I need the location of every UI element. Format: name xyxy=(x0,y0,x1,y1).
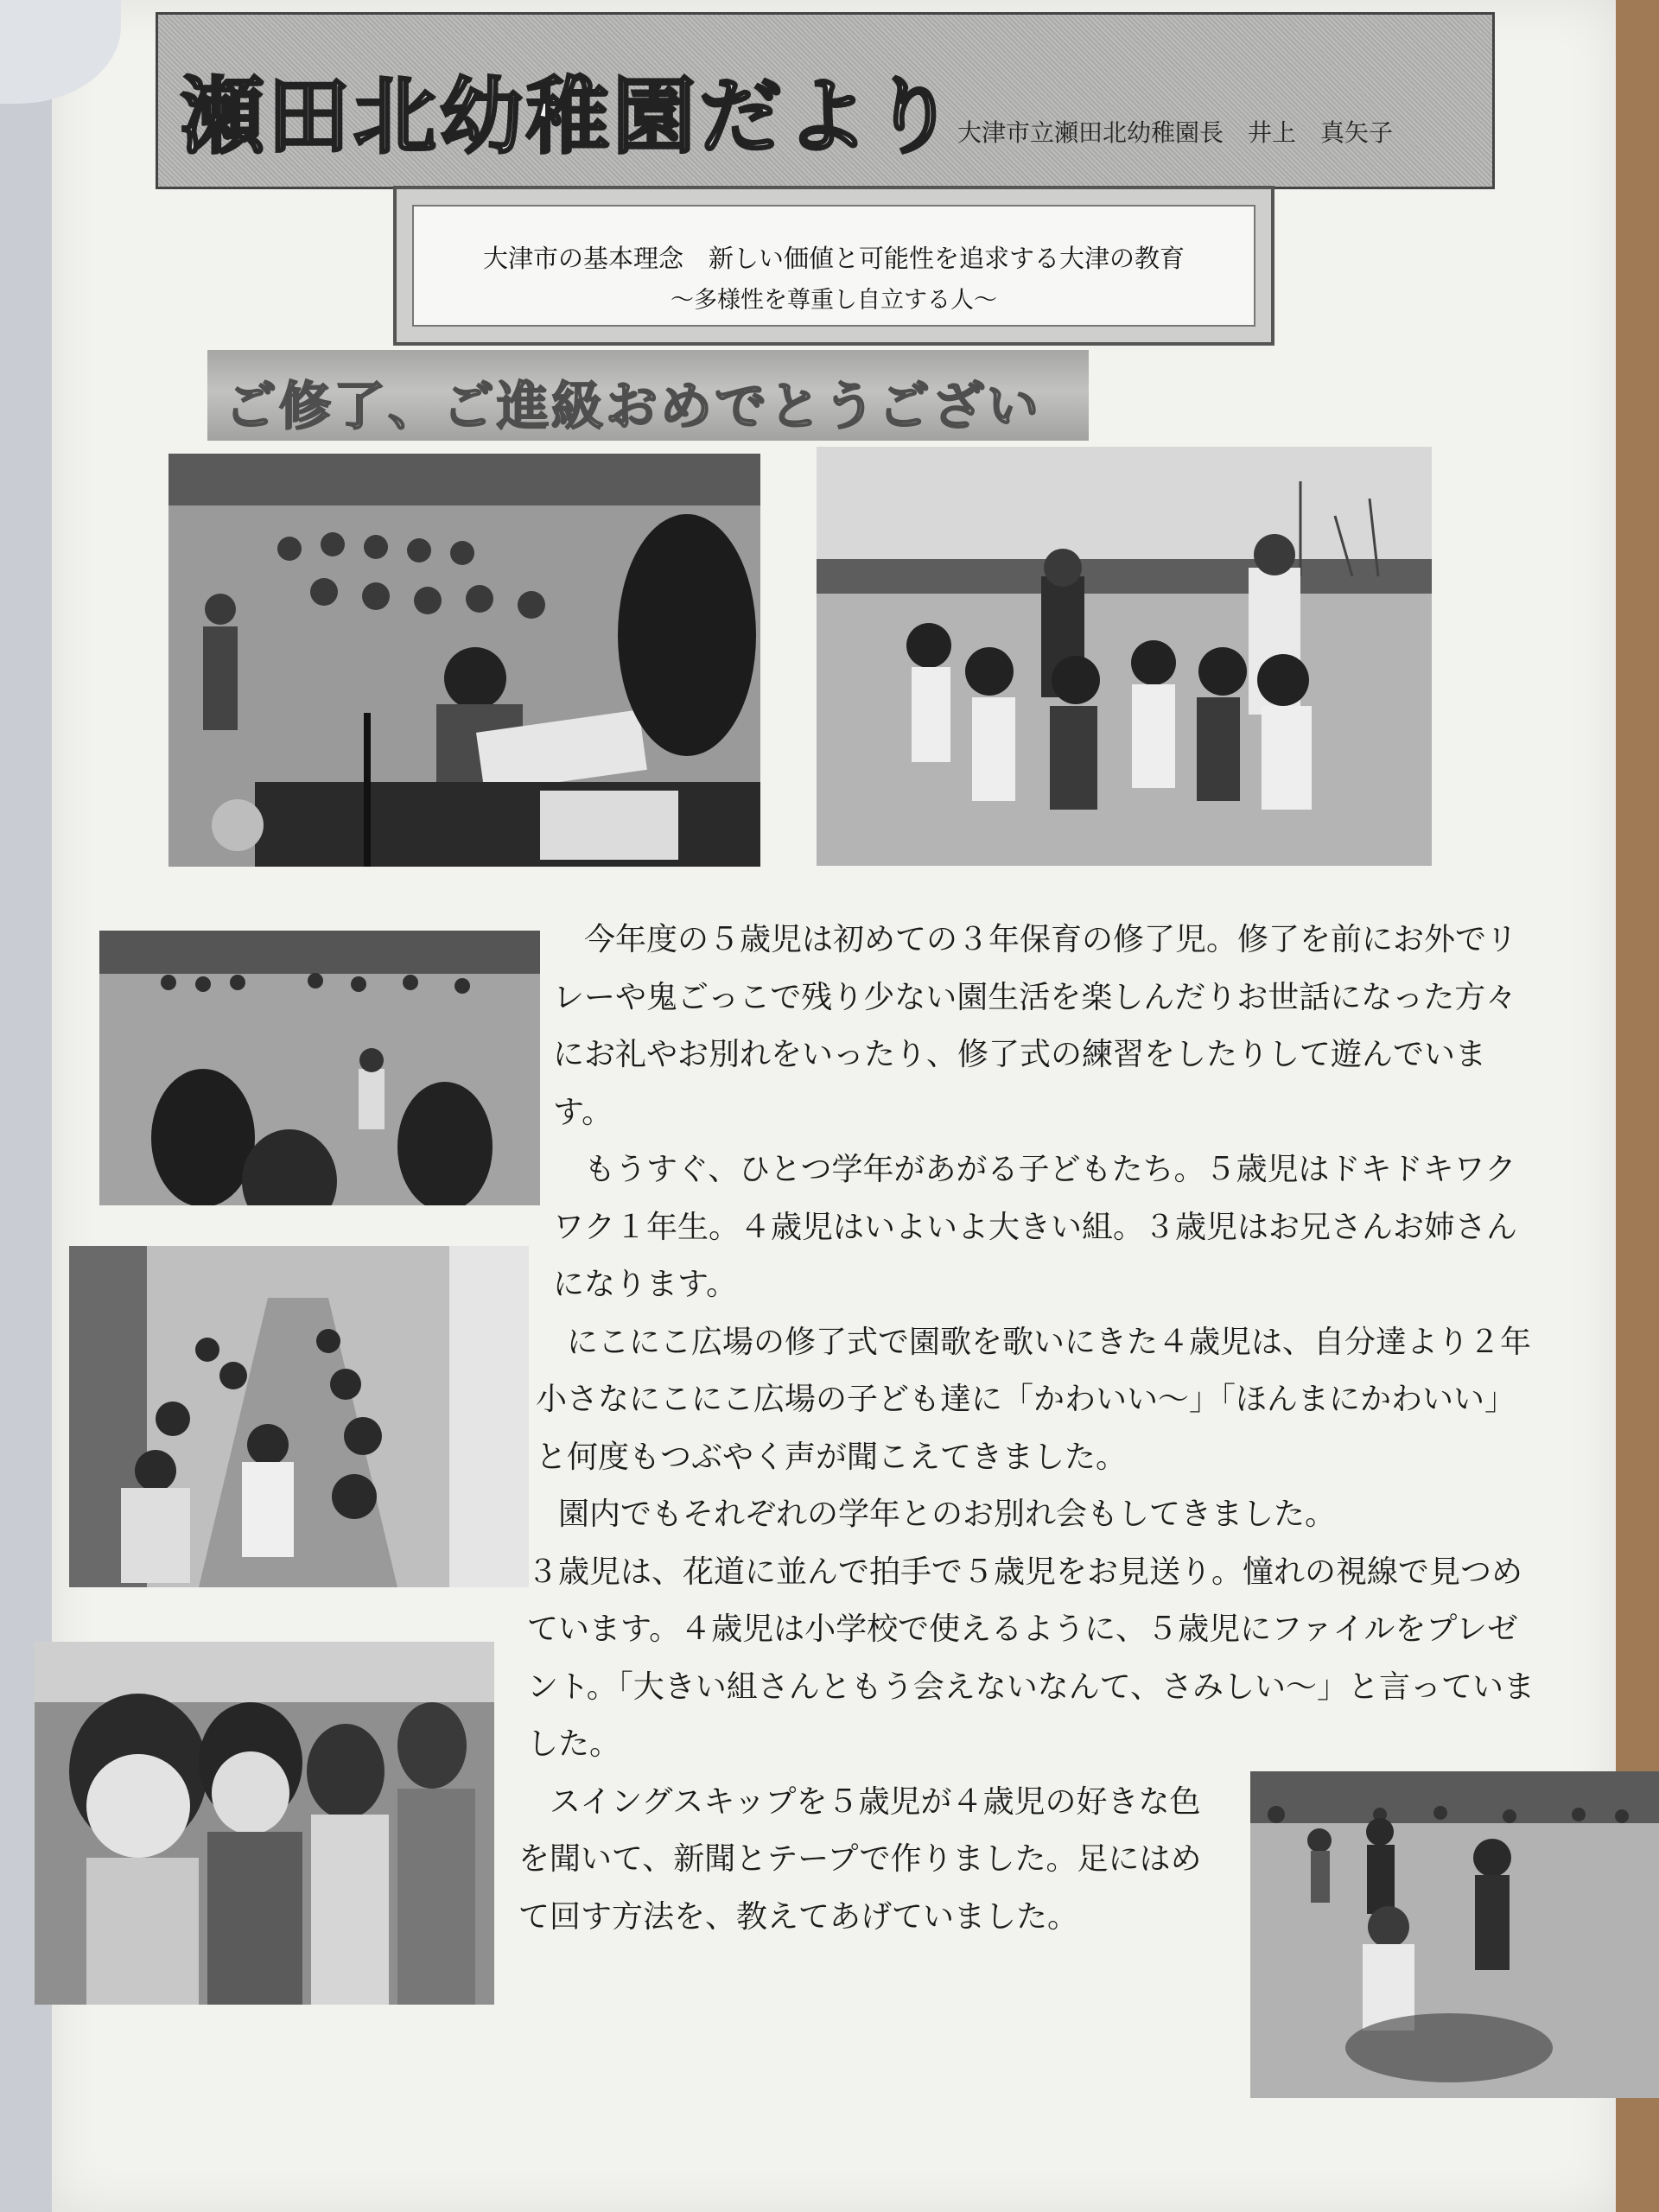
photo-playground-teachers xyxy=(817,447,1432,866)
photo-hall-seated-children xyxy=(99,931,540,1205)
article-paragraph-5: ３歳児は、花道に並んで拍手で５歳児をお見送り。憧れの視線で見つめています。４歳児は小学校で使えるように、５歳児にファイルをプレゼント。「大きい組さんともう会えないなんて、さみしい～」と言っていました。 xyxy=(527,1554,1535,1762)
article-paragraph-4: 園内でもそれぞれの学年とのお別れ会もしてきました。 xyxy=(558,1497,1337,1532)
article-paragraph-2: もうすぐ、ひとつ学年があがる子どもたち。５歳児はドキドキワクワク１年生。４歳児はいよいよ大きい組。３歳児はお兄さんお姉さんになります。 xyxy=(553,1152,1518,1302)
banner-heading: ご修了、ご進級おめでとうござい xyxy=(225,377,1041,437)
article-paragraph-3: にこにこ広場の修了式で園歌を歌いにきた４歳児は、自分達より２年小さなにこにこ広場の子ども達に「かわいい～」「ほんまにかわいい」と何度もつぶやく声が聞こえてきました。 xyxy=(536,1324,1532,1475)
masthead xyxy=(156,12,1495,189)
photo-children-gift-file xyxy=(35,1642,494,2005)
motto-line-1: 大津市の基本理念 新しい価値と可能性を追求する大津の教育 xyxy=(482,244,1185,273)
photo-ceremony-hall xyxy=(168,454,760,867)
motto-box xyxy=(393,186,1274,346)
motto-inner-panel xyxy=(412,205,1255,327)
article-body xyxy=(518,912,1538,1946)
newsletter-title: 瀬田北幼稚園だより xyxy=(181,68,958,165)
photo-hallway-send-off xyxy=(69,1246,529,1587)
principal-credit: 大津市立瀬田北幼稚園長 井上 真矢子 xyxy=(957,118,1394,147)
article-paragraph-1: 今年度の５歳児は初めての３年保育の修了児。修了を前にお外でリレーや鬼ごっこで残り少ない園生活を楽しんだりお世話になった方々にお礼やお別れをいったり、修了式の練習をしたりして遊んでいます。 xyxy=(553,922,1518,1130)
motto-line-2: ～多様性を尊重し自立する人～ xyxy=(671,287,997,314)
congratulations-banner xyxy=(207,350,1089,441)
article-paragraph-6: スイングスキップを５歳児が４歳児の好きな色を聞いて、新聞とテープで作りました。足にはめて回す方法を、教えてあげていました。 xyxy=(518,1783,1202,1935)
